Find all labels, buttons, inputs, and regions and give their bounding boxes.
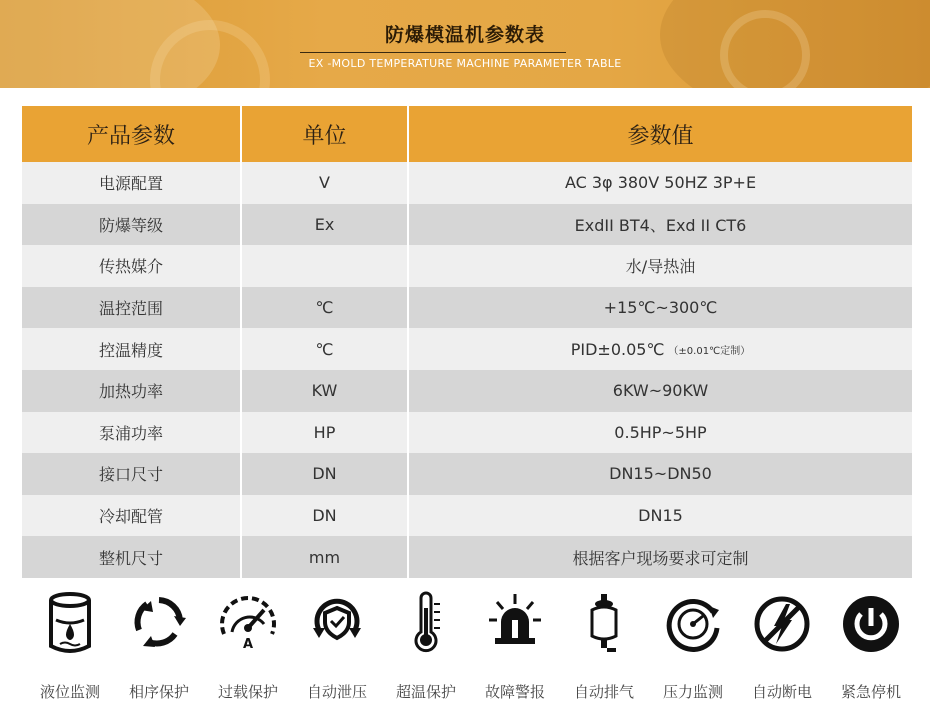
unit-cell: HP xyxy=(240,412,409,454)
feature-auto-exhaust xyxy=(559,588,649,708)
unit-cell: V xyxy=(240,162,409,204)
feature-label: 紧急停机 xyxy=(840,683,901,701)
column-header-param: 产品参数 xyxy=(86,123,175,149)
table-header-row xyxy=(22,106,912,162)
feature-fault-alarm xyxy=(470,588,560,708)
svg-text:A: A xyxy=(242,637,254,652)
param-cell: 电源配置 xyxy=(98,174,163,194)
param-cell: 接口尺寸 xyxy=(98,465,163,485)
feature-liquid-level xyxy=(25,588,115,708)
feature-label: 相序保护 xyxy=(128,683,189,701)
feature-over-temperature xyxy=(381,588,471,708)
feature-auto-power-off xyxy=(737,588,827,708)
title-divider xyxy=(300,52,566,53)
phase-sequence-icon xyxy=(129,590,189,656)
exhaust-valve-icon xyxy=(574,590,634,656)
column-header-unit: 单位 xyxy=(240,106,409,162)
param-cell: 控温精度 xyxy=(98,340,163,360)
header-banner xyxy=(0,0,930,88)
feature-overload xyxy=(203,588,293,708)
table-row xyxy=(22,536,912,578)
value-cell xyxy=(409,328,912,370)
feature-label: 压力监测 xyxy=(662,683,723,701)
table-row xyxy=(22,245,912,287)
table-row xyxy=(22,287,912,329)
table-row xyxy=(22,204,912,246)
feature-pressure-monitor xyxy=(648,588,738,708)
feature-emergency-stop xyxy=(826,588,916,708)
unit-cell: DN xyxy=(240,495,409,537)
unit-cell xyxy=(240,245,409,287)
value-cell: DN15 xyxy=(638,506,683,526)
unit-cell: ℃ xyxy=(240,287,409,329)
pressure-relief-icon xyxy=(307,590,367,656)
param-cell: 传热媒介 xyxy=(98,257,163,277)
table-row xyxy=(22,412,912,454)
table-row xyxy=(22,162,912,204)
value-text: PID±0.05℃ xyxy=(570,339,665,359)
param-cell: 冷却配管 xyxy=(98,507,163,527)
parameter-table xyxy=(22,106,912,578)
feature-icons xyxy=(22,588,912,708)
param-cell: 防爆等级 xyxy=(98,215,163,235)
feature-label: 自动泄压 xyxy=(306,683,367,701)
value-cell: 0.5HP~5HP xyxy=(614,422,707,442)
unit-cell: ℃ xyxy=(240,328,409,370)
value-cell: 6KW~90KW xyxy=(612,381,709,401)
param-cell: 整机尺寸 xyxy=(98,548,163,568)
feature-label: 超温保护 xyxy=(395,683,456,701)
feature-phase-sequence xyxy=(114,588,204,708)
param-cell: 加热功率 xyxy=(98,382,163,402)
pressure-gauge-icon xyxy=(663,590,723,656)
page-subtitle: EX -MOLD TEMPERATURE MACHINE PARAMETER TABLE xyxy=(308,57,622,70)
alarm-light-icon xyxy=(485,590,545,656)
thermometer-icon xyxy=(396,590,456,656)
value-cell: ExdII BT4、Exd II CT6 xyxy=(574,215,747,235)
unit-cell: mm xyxy=(240,536,409,578)
liquid-level-icon xyxy=(40,590,100,656)
feature-label: 故障警报 xyxy=(484,683,545,701)
table-row xyxy=(22,453,912,495)
value-cell: AC 3φ 380V 50HZ 3P+E xyxy=(564,173,757,193)
table-row xyxy=(22,495,912,537)
column-header-value: 参数值 xyxy=(627,123,694,149)
unit-cell: DN xyxy=(240,453,409,495)
table-row xyxy=(22,370,912,412)
value-cell: 水/导热油 xyxy=(625,257,696,277)
page-title: 防爆模温机参数表 xyxy=(384,24,545,46)
power-cut-icon xyxy=(752,590,812,656)
feature-pressure-relief xyxy=(292,588,382,708)
feature-label: 液位监测 xyxy=(39,683,100,701)
unit-cell: Ex xyxy=(240,204,409,246)
value-note: （±0.01℃定制） xyxy=(668,345,751,357)
unit-cell: KW xyxy=(240,370,409,412)
value-cell: +15℃~300℃ xyxy=(603,298,718,318)
param-cell: 温控范围 xyxy=(98,299,163,319)
param-cell: 泵浦功率 xyxy=(98,423,163,443)
feature-label: 自动断电 xyxy=(751,683,812,701)
value-cell: 根据客户现场要求可定制 xyxy=(572,548,749,568)
table-row xyxy=(22,328,912,370)
feature-label: 自动排气 xyxy=(573,683,634,701)
emergency-stop-icon xyxy=(841,590,901,656)
value-cell: DN15~DN50 xyxy=(609,464,712,484)
overload-gauge-icon xyxy=(218,590,278,656)
feature-label: 过载保护 xyxy=(217,683,278,701)
